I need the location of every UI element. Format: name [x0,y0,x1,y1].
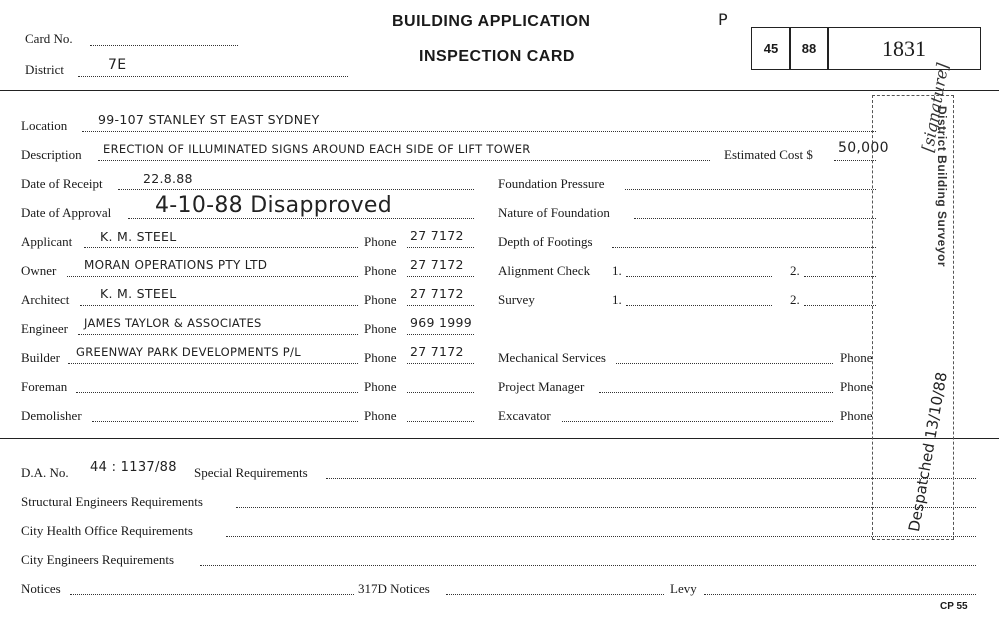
mechanical-label: Mechanical Services [498,350,606,365]
engineer-phone-label: Phone [364,321,397,336]
applicant-label: Applicant [21,234,73,249]
stamp-text: District Building Surveyor [935,106,949,268]
health-line [226,536,976,537]
builder-phone-label: Phone [364,350,397,365]
architect-phone-line [407,305,474,306]
foundation-pressure-line [625,189,876,190]
applicant-phone: 27 7172 [410,228,464,243]
depth-footings-label: Depth of Footings [498,234,593,249]
depth-footings-line [612,247,876,248]
number-box-1: 45 [751,27,791,70]
architect-label: Architect [21,292,70,307]
corner-mark: P [718,10,728,29]
approval-label: Date of Approval [21,205,112,220]
builder-line [68,363,358,364]
description-value: ERECTION OF ILLUMINATED SIGNS AROUND EACH SIDE OF LIFT TOWER [103,142,531,156]
number-box-3: 1831 [827,27,981,70]
engineer-label: Engineer [21,321,68,336]
location-label: Location [21,118,68,133]
applicant-phone-line [407,247,474,248]
special-requirements-label: Special Requirements [194,465,308,480]
engineer-value: JAMES TAYLOR & ASSOCIATES [84,316,262,330]
foreman-phone-line [407,392,474,393]
structural-line [236,507,976,508]
levy-label: Levy [670,581,697,596]
da-label: D.A. No. [21,465,69,480]
mechanical-line [616,363,833,364]
demolisher-phone-line [407,421,474,422]
estimated-cost-label: Estimated Cost $ [724,147,813,162]
alignment-line2 [804,276,876,277]
owner-line [67,276,358,277]
project-manager-line [599,392,833,393]
card-no-label: Card No. [25,31,73,46]
engineer-phone-line [407,334,474,335]
owner-value: MORAN OPERATIONS PTY LTD [84,258,268,272]
approval-line [128,218,474,219]
builder-value: GREENWAY PARK DEVELOPMENTS P/L [76,345,301,359]
excavator-line [562,421,833,422]
excavator-phone-label: Phone [840,408,873,423]
receipt-label: Date of Receipt [21,176,103,191]
description-line [98,160,710,161]
project-manager-label: Project Manager [498,379,585,394]
engineer-phone: 969 1999 [410,315,473,330]
builder-phone: 27 7172 [410,344,464,359]
nature-foundation-label: Nature of Foundation [498,205,610,220]
architect-value: K. M. STEEL [100,286,177,301]
applicant-line [84,247,358,248]
levy-line [704,594,976,595]
survey-num2: 2. [790,292,800,307]
project-manager-phone-label: Phone [840,379,873,394]
description-label: Description [21,147,82,162]
survey-num1: 1. [612,292,622,307]
foundation-pressure-label: Foundation Pressure [498,176,605,191]
architect-phone: 27 7172 [410,286,464,301]
title-line2: INSPECTION CARD [419,48,575,65]
main-divider [0,438,999,439]
district-line [78,76,348,77]
estimated-cost-line [834,160,876,161]
mechanical-phone-label: Phone [840,350,873,365]
engineer-line [78,334,358,335]
alignment-label: Alignment Check [498,263,591,278]
district-value: 7E [108,57,127,73]
location-line [82,131,876,132]
foreman-label: Foreman [21,379,68,394]
title-line1: BUILDING APPLICATION [392,13,591,30]
receipt-value: 22.8.88 [143,171,193,186]
city-engineers-label: City Engineers Requirements [21,552,175,567]
owner-label: Owner [21,263,57,278]
applicant-value: K. M. STEEL [100,229,177,244]
number-box-2: 88 [789,27,829,70]
survey-line1 [626,305,772,306]
location-value: 99-107 STANLEY ST EAST SYDNEY [98,112,320,127]
notices-label: Notices [21,581,61,596]
applicant-phone-label: Phone [364,234,397,249]
architect-phone-label: Phone [364,292,397,307]
notices-317d-label: 317D Notices [358,581,430,596]
health-label: City Health Office Requirements [21,523,193,538]
owner-phone: 27 7172 [410,257,464,272]
district-label: District [25,62,64,77]
estimated-cost-value: 50,000 [838,140,889,156]
demolisher-line [92,421,358,422]
card-no-line [90,45,238,46]
signature: [signature] [918,61,953,154]
header-divider [0,90,999,91]
da-value: 44 : 1137/88 [90,460,177,475]
survey-line2 [804,305,876,306]
form-code: CP 55 [940,601,968,612]
alignment-num2: 2. [790,263,800,278]
alignment-line1 [626,276,772,277]
alignment-num1: 1. [612,263,622,278]
approval-value: 4-10-88 Disapproved [155,193,393,218]
owner-phone-line [407,276,474,277]
nature-foundation-line [634,218,876,219]
builder-phone-line [407,363,474,364]
notices-line [70,594,354,595]
city-engineers-line [200,565,976,566]
excavator-label: Excavator [498,408,551,423]
builder-label: Builder [21,350,60,365]
survey-label: Survey [498,292,535,307]
foreman-line [76,392,358,393]
structural-label: Structural Engineers Requirements [21,494,203,509]
foreman-phone-label: Phone [364,379,397,394]
receipt-line [118,189,474,190]
architect-line [80,305,358,306]
despatched-note: Despatched 13/10/88 [905,370,951,534]
demolisher-phone-label: Phone [364,408,397,423]
notices-317d-line [446,594,664,595]
owner-phone-label: Phone [364,263,397,278]
demolisher-label: Demolisher [21,408,82,423]
